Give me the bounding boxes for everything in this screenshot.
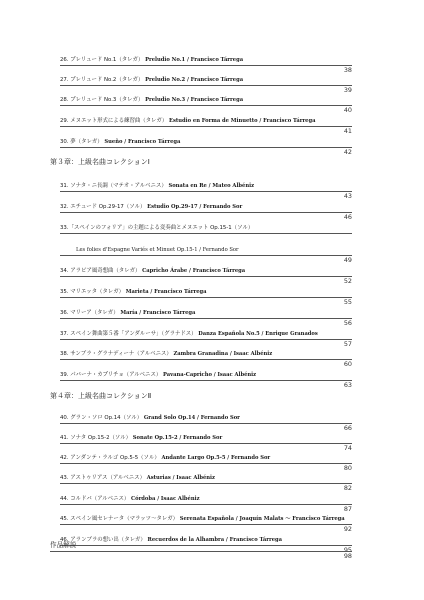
chapter-heading: 第４章：上級名曲コレクションⅡ	[50, 392, 152, 400]
entry-rule	[60, 212, 352, 213]
entry-page-number: 56	[343, 319, 352, 327]
toc-entry[interactable]	[60, 361, 352, 389]
entry-title: 37. スペイン舞曲第５番「アンダルーサ」（グラナドス） Danza Española No.5 / Enrique Granados	[60, 331, 318, 337]
entry-title: 26. プレリュード No.1（タレガ） Preludio No.1 / Francisco Tárrega	[60, 57, 244, 63]
entry-page-number: 57	[343, 340, 352, 348]
toc-entry[interactable]	[60, 444, 352, 472]
chapter-heading: 第３章：上級名曲コレクションⅠ	[50, 158, 150, 166]
entry-rule	[60, 318, 352, 319]
entry-page-number: 39	[343, 86, 352, 94]
entry-title: 27. プレリュード No.2（タレガ） Preludio No.2 / Francisco Tárrega	[60, 77, 244, 83]
toc-entry[interactable]	[60, 505, 352, 533]
entry-title: 45. スペイン風セレナータ（マラッツ～タレガ） Serenata Española / Joaquín Malats ～ Francisco Tárrega	[60, 516, 345, 522]
entry-rule	[60, 233, 352, 234]
entry-rule	[60, 126, 352, 127]
entry-page-number: 95	[343, 546, 352, 554]
entry-title: 38. サンブラ・グラナディーナ（アルベニス） Zambra Granadina / Isaac Albéniz	[60, 351, 273, 357]
entry-page-number: 80	[343, 464, 352, 472]
entry-title: 28. プレリュード No.3（タレガ） Preludio No.3 / Francisco Tárrega	[60, 97, 244, 103]
entry-rule	[60, 297, 352, 298]
entry-rule	[60, 147, 352, 148]
entry-page-number: 40	[343, 106, 352, 114]
toc-entry[interactable]	[60, 340, 352, 368]
entry-title: 34. アラビア風奇想曲（タレガ） Capricho Árabe / Francisco Tárrega	[60, 268, 246, 274]
entry-page-number: 38	[343, 66, 352, 74]
toc-entry[interactable]	[60, 214, 352, 234]
entry-title: 32. エチュード Op.29-17（ソル） Estudio Op.29-17 / Fernando Sor	[60, 204, 243, 210]
toc-entry-commentary[interactable]	[50, 536, 352, 560]
entry-page-number: 87	[343, 505, 352, 513]
entry-rule	[50, 551, 352, 552]
toc-entry[interactable]	[60, 257, 352, 285]
entry-title: 29. メヌエット形式による練習曲（タレガ） Estudio en Forma de Minuetto / Francisco Tárrega	[60, 118, 316, 124]
entry-subtitle: Les folies d'Espagne Variés et Minuet Op.15-1 / Fernando Sor	[76, 247, 239, 253]
entry-page-number: 42	[343, 148, 352, 156]
entry-title: 40. グラン・ソロ Op.14（ソル） Grand Solo Op.14 / Fernando Sor	[60, 415, 240, 421]
entry-page-number: 41	[343, 127, 352, 135]
toc-entry[interactable]	[60, 128, 352, 156]
toc-entry[interactable]	[60, 299, 352, 327]
entry-page-number: 82	[343, 484, 352, 492]
toc-entry[interactable]	[60, 320, 352, 348]
toc-entry[interactable]	[60, 485, 352, 513]
entry-rule	[60, 359, 352, 360]
entry-rule	[60, 276, 352, 277]
toc-entry[interactable]	[60, 404, 352, 432]
entry-title: 44. コルドバ（アルベニス） Córdoba / Isaac Albéniz	[60, 496, 200, 502]
entry-title: 39. パバーナ・カプリチョ（アルベニス） Pavana-Capricho / Isaac Albéniz	[60, 372, 257, 378]
toc-entry[interactable]	[60, 193, 352, 221]
entry-page-number: 66	[343, 424, 352, 432]
entry-title: 35. マリエッタ（タレガ） Marieta / Francisco Tárrega	[60, 289, 207, 295]
entry-rule	[60, 255, 352, 256]
toc-entry[interactable]	[60, 46, 352, 74]
toc-entry[interactable]	[60, 464, 352, 492]
entry-title: 33.「スペインのフォリア」の主題による変奏曲とメヌエット Op.15-1（ソル）	[60, 225, 254, 231]
entry-page-number: 55	[343, 298, 352, 306]
toc-entry[interactable]	[60, 172, 352, 200]
entry-title: 作品解説	[50, 541, 77, 549]
toc-entry-continuation[interactable]	[60, 236, 352, 264]
entry-page-number: 49	[343, 256, 352, 264]
toc-entry[interactable]	[60, 66, 352, 94]
entry-rule	[60, 524, 352, 525]
entry-title: 36. マリーア（タレガ） María / Francisco Tárrega	[60, 310, 196, 316]
entry-title: 42. アンダンテ・ラルゴ Op.5-5（ソル） Andante Largo Op.5-5 / Fernando Sor	[60, 455, 271, 461]
entry-rule	[60, 483, 352, 484]
toc-entry[interactable]	[60, 86, 352, 114]
entry-title: 41. ソナタ Op.15-2（ソル） Sonate Op.15-2 / Fernando Sor	[60, 435, 223, 441]
entry-rule	[60, 105, 352, 106]
toc-entry[interactable]	[60, 424, 352, 452]
entry-page-number: 63	[343, 381, 352, 389]
entry-title: 30. 夢（タレガ） Sueño / Francisco Tárrega	[60, 139, 181, 145]
entry-page-number: 52	[343, 277, 352, 285]
entry-rule	[60, 191, 352, 192]
entry-page-number: 92	[343, 525, 352, 533]
entry-title: 46. アランブラの想い出（タレガ） Recuerdos de la Alhambra / Francisco Tárrega	[60, 537, 283, 543]
entry-page-number: 46	[343, 213, 352, 221]
entry-page-number: 60	[343, 360, 352, 368]
entry-page-number: 74	[343, 444, 352, 452]
toc-entry[interactable]	[60, 278, 352, 306]
entry-page-number: 43	[343, 192, 352, 200]
entry-title: 31. ソナタ・ニ長調（マテオ・アルベニス） Sonata en Re / Mateo Albéniz	[60, 183, 255, 189]
entry-title: 43. アストゥリアス（アルベニス） Asturias / Isaac Albéniz	[60, 475, 215, 481]
toc-entry[interactable]	[60, 107, 352, 135]
entry-page-number: 98	[343, 552, 352, 560]
entry-rule	[60, 380, 352, 381]
